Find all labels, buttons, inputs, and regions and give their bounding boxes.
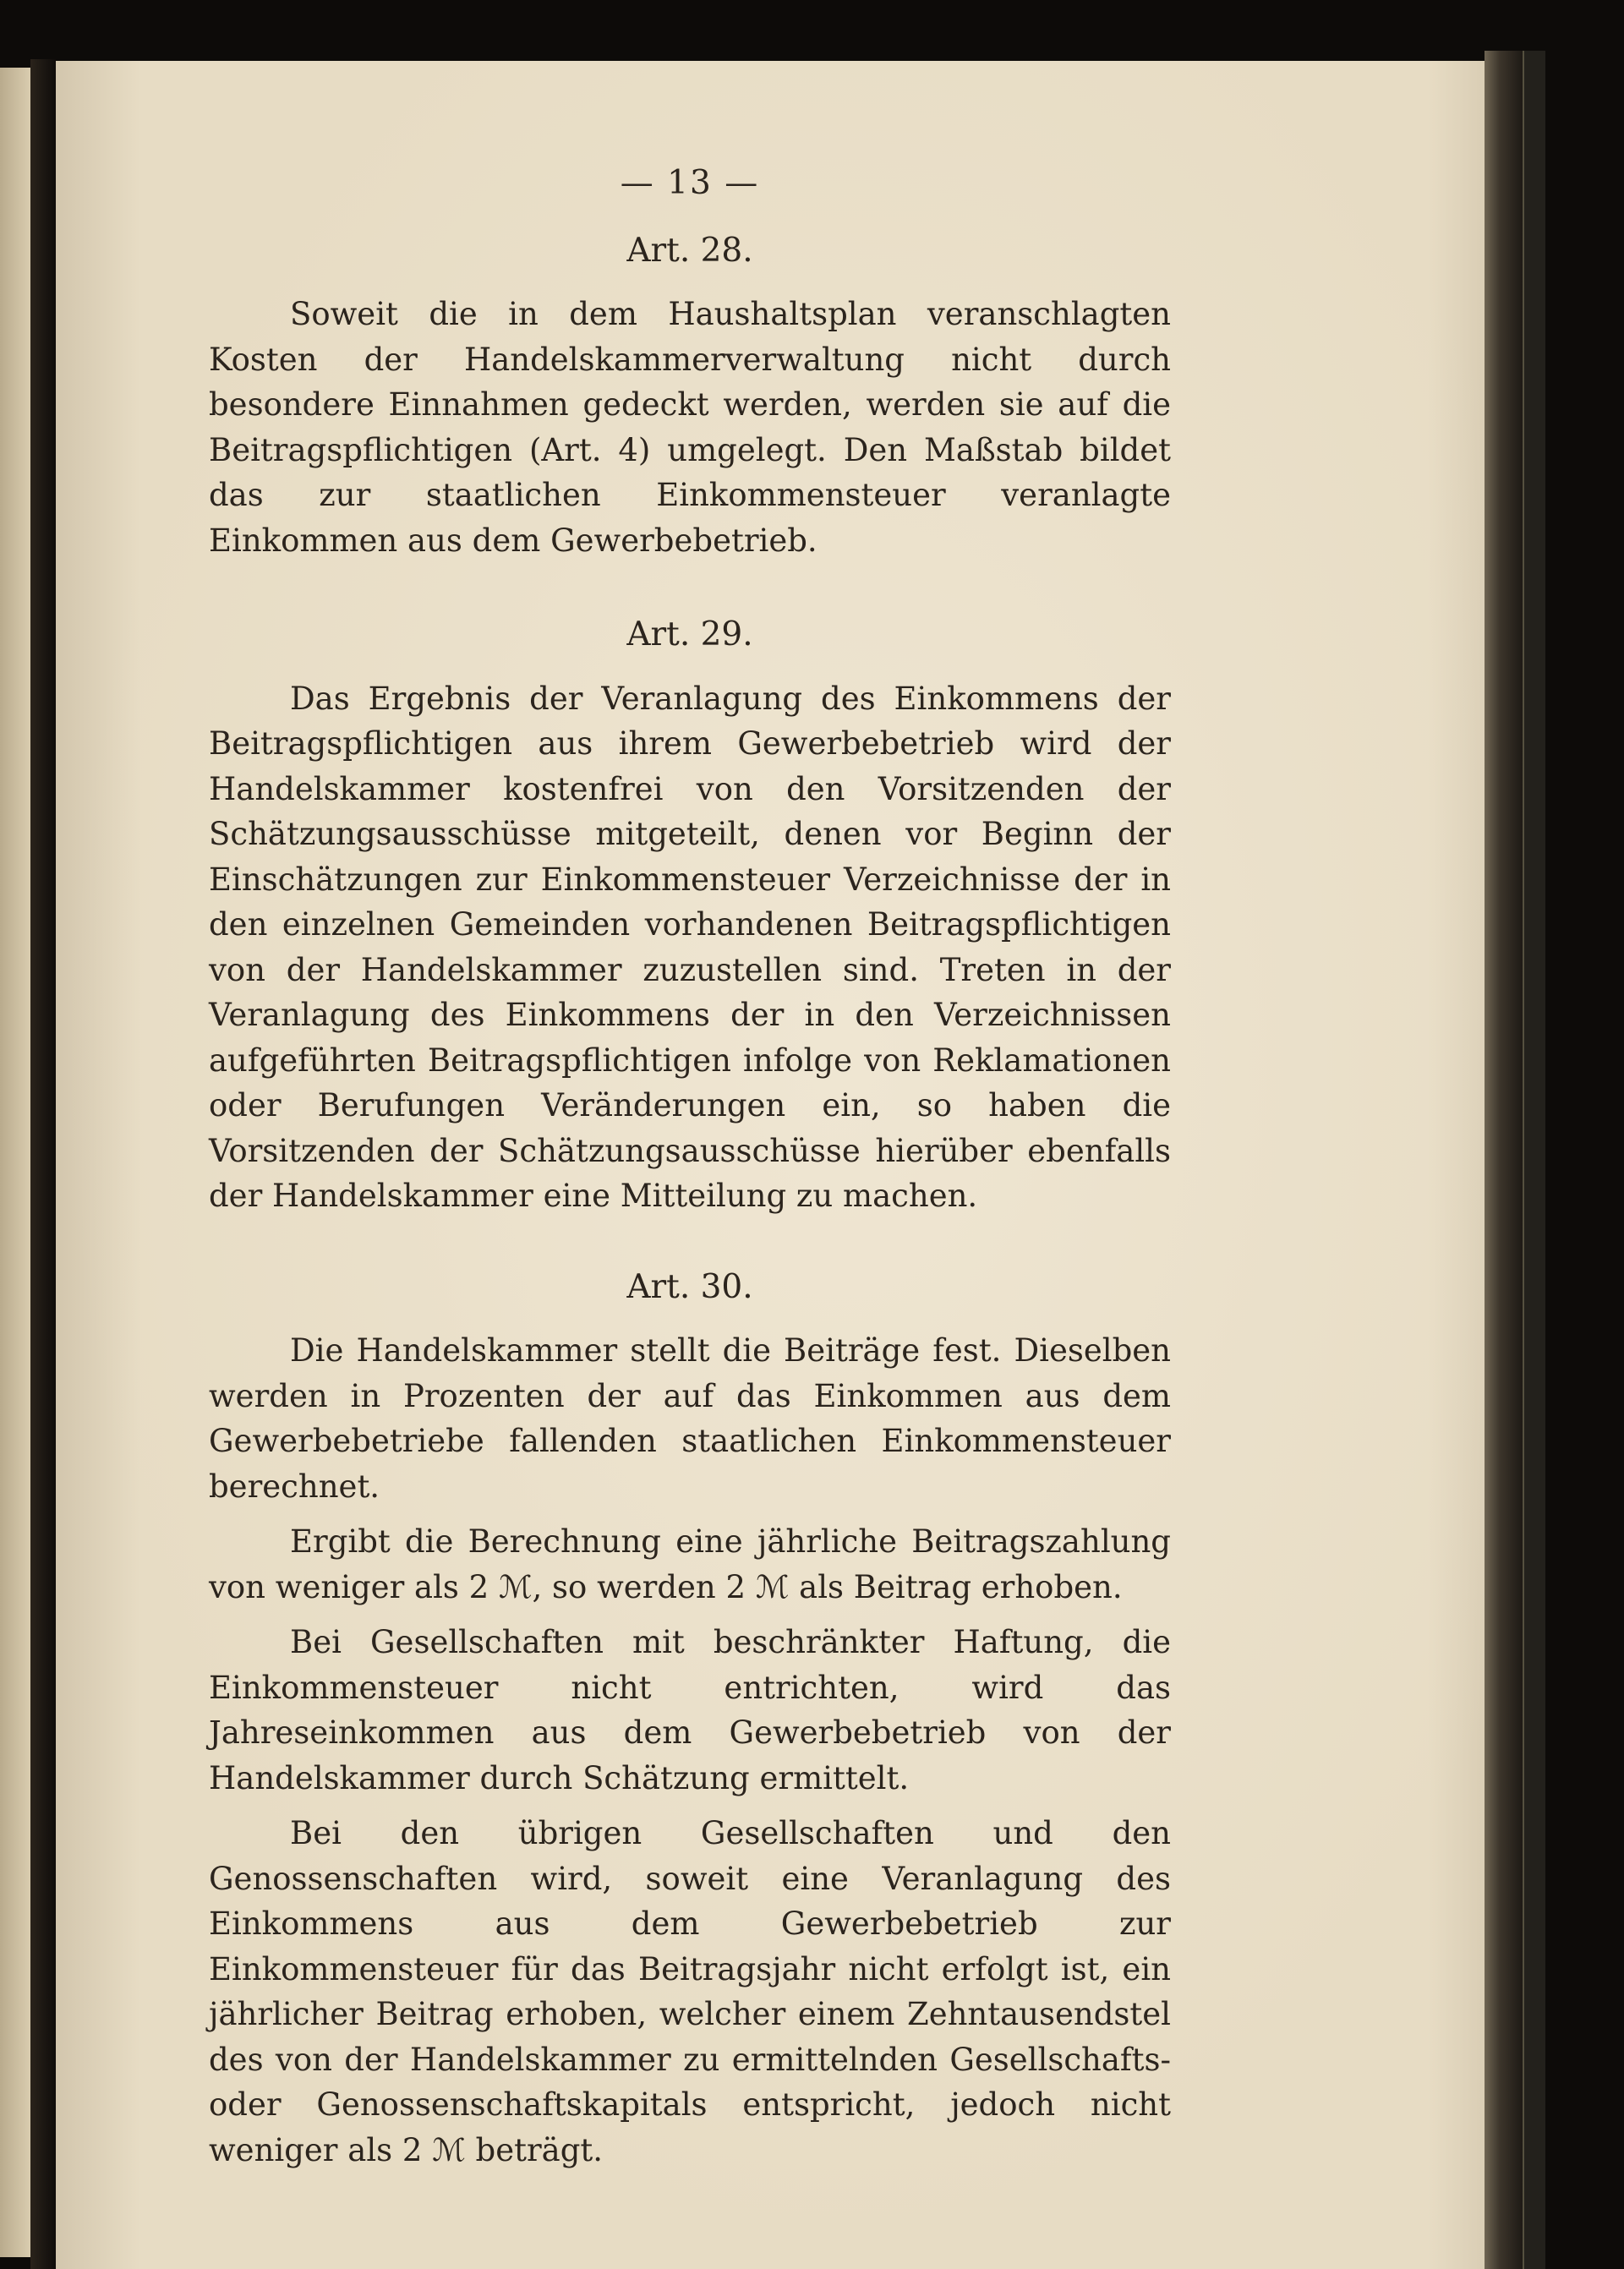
page-stack-edge [1485,51,1523,2269]
page-number: — 13 — [620,164,760,202]
article-title: Art. 29. [626,615,753,653]
page-text [209,161,1171,2218]
facing-page-edge [0,68,30,2257]
paragraph: Ergibt die Berechnung eine jährliche Beitragszahlung von weniger als 2 ℳ, so werden 2 ℳ als Beitrag erhoben. [209,1523,1171,1605]
book-cover-edge [1523,51,1545,2269]
paragraph: Die Handelskammer stellt die Beiträge fest. Dieselben werden in Prozenten der auf das Einkommen aus dem Gewerbebetriebe fallenden staatlichen Einkommensteuer berechnet. [209,1332,1171,1505]
article-29 [209,612,1171,1219]
paragraph: Das Ergebnis der Veranlagung des Einkommens der Beitragspflichtigen aus ihrem Gewerbebetrieb wird der Handelskammer kostenfrei von den Vorsitzenden der Schätzungsausschüsse mitgeteilt, denen vor Beginn der Einschätzungen zur Einkommensteuer Verzeichnisse der in den einzelnen Gemeinden vorhandenen Beitragspflichtigen von der Handelskammer zuzustellen sind. Treten in der Veranlagung des Einkommens der in den Verzeichnissen aufgeführten Beitragspflichtigen infolge von Reklamationen oder Berufungen Veränderungen ein, so haben die Vorsitzenden der Schätzungsausschüsse hierüber ebenfalls der Handelskammer eine Mitteilung zu machen. [209,680,1171,1214]
article-title: Art. 30. [626,1267,753,1306]
paragraph: Bei den übrigen Gesellschaften und den Genossenschaften wird, soweit eine Veranlagung des Einkommens aus dem Gewerbebetrieb zur Einkommensteuer für das Beitragsjahr nicht erfolgt ist, ein jährlicher Beitrag erhoben, welcher einem Zehntausendstel des von der Handelskammer zu ermittelnden Gesellschafts- oder Genossenschaftskapitals entspricht, jedoch nicht weniger als 2 ℳ beträgt. [209,1815,1171,2168]
article-28 [209,228,1171,564]
paragraph: Bei Gesellschaften mit beschränkter Haftung, die Einkommensteuer nicht entrichten, wird das Jahreseinkommen aus dem Gewerbebetrieb von der Handelskammer durch Schätzung ermittelt. [209,1624,1171,1796]
article-30 [209,1265,1171,2173]
paragraph: Soweit die in dem Haushaltsplan veranschlagten Kosten der Handelskammerverwaltung nicht durch besondere Einnahmen gedeckt werden, werden sie auf die Beitragspflichtigen (Art. 4) umgelegt. Den Maßstab bildet das zur staatlichen Einkommensteuer veranlagte Einkommen aus dem Gewerbebetrieb. [209,296,1171,559]
article-title: Art. 28. [626,231,753,270]
book-gutter [30,59,56,2269]
